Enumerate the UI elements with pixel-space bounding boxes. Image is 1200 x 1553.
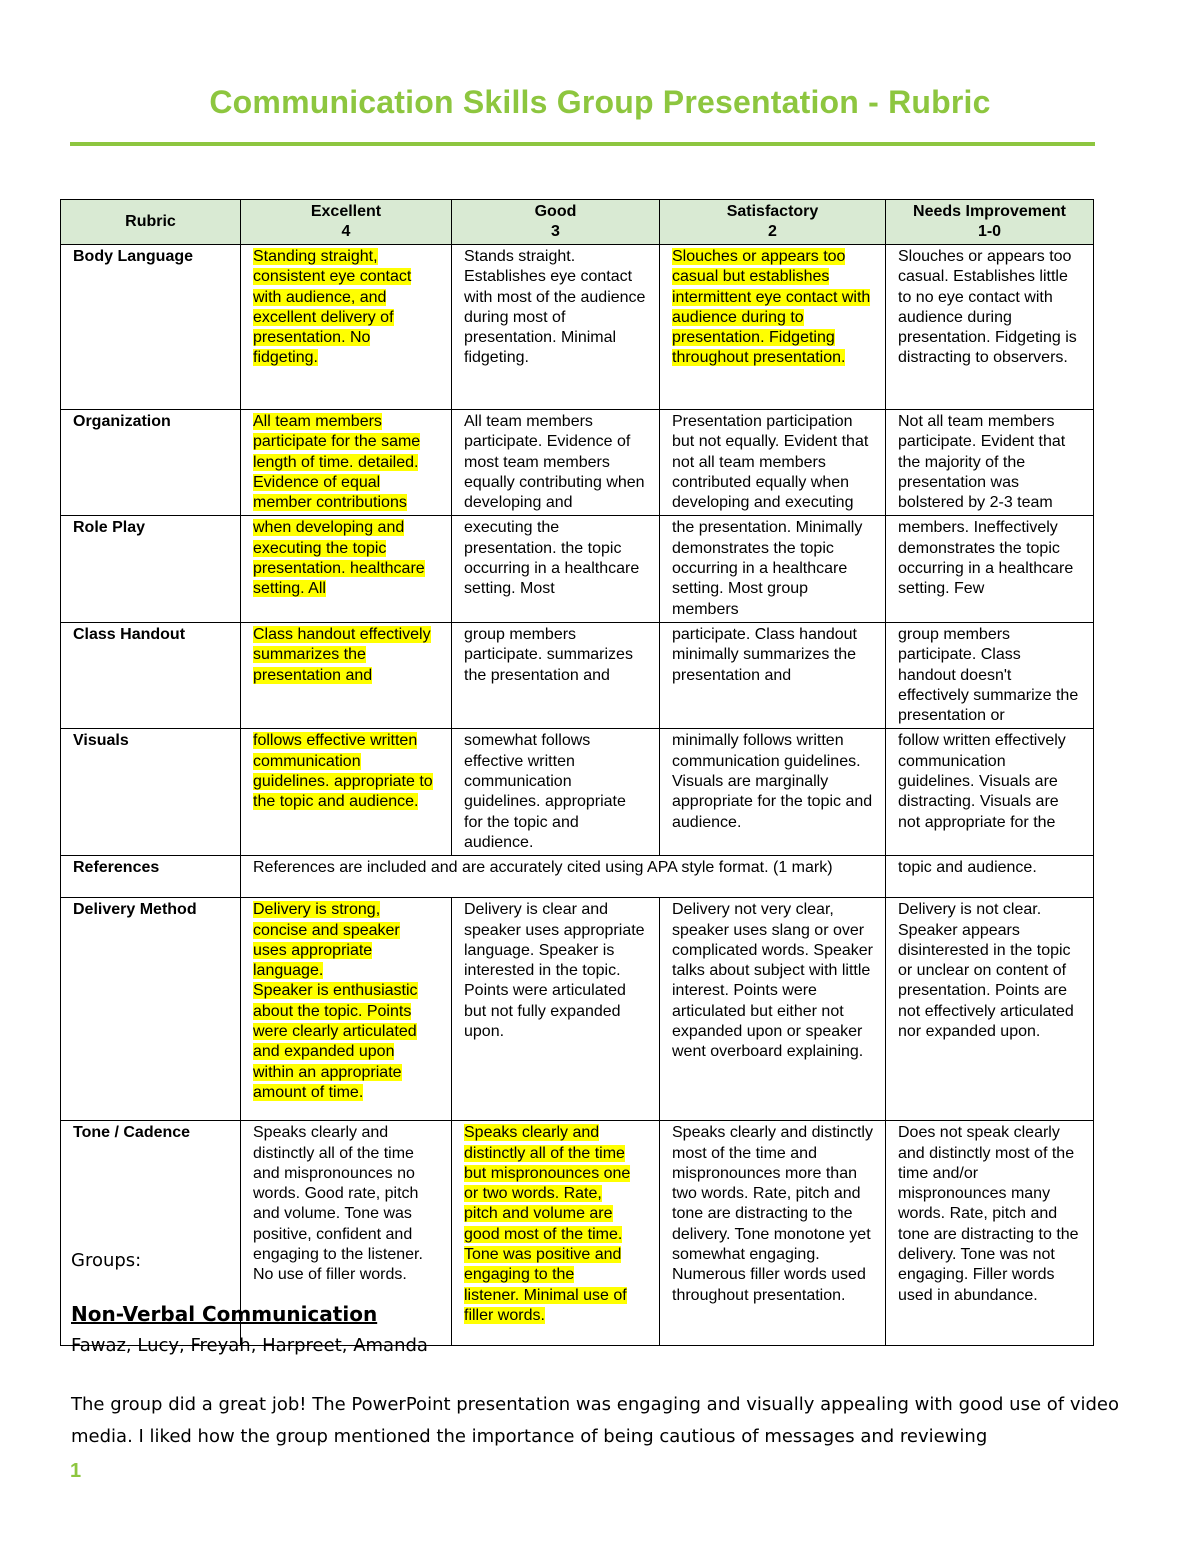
header-satisfactory: Satisfactory 2 [660, 200, 886, 245]
table-row [61, 516, 1094, 622]
page-title: Communication Skills Group Presentation - Rubric [209, 84, 991, 120]
section-title: Non-Verbal Communication [71, 1302, 378, 1326]
cell-excellent: follows effective written communication guidelines. appropriate to the topic and audience. [241, 729, 452, 856]
table-row [61, 729, 1094, 856]
cell-satisfactory: the presentation. Minimally demonstrates the topic occurring in a healthcare setting. Most group members [660, 516, 886, 622]
cell-needs-improvement: Delivery is not clear. Speaker appears disinterested in the topic or unclear on content of presentation. Points are not effectively articulated nor expanded upon. [886, 898, 1094, 1121]
table-row [61, 898, 1094, 1121]
table-row [61, 856, 1094, 898]
cell-needs-improvement: follow written effectively communication guidelines. Visuals are distracting. Visuals are not appropriate for the [886, 729, 1094, 856]
cell-good: Speaks clearly and distinctly all of the time but mispronounces one or two words. Rate, pitch and volume are good most of the time. Tone was positive and engaging to the listener. Minimal use of filler words. [452, 1121, 660, 1346]
cell-references-span: References are included and are accurately cited using APA style format. (1 mark) [241, 856, 886, 898]
header-needs-improvement: Needs Improvement 1-0 [886, 200, 1094, 245]
cell-excellent: Speaks clearly and distinctly all of the time and mispronounces no words. Good rate, pitch and volume. Tone was positive, confident and engaging to the listener. No use of filler words. [241, 1121, 452, 1346]
table-row [61, 410, 1094, 516]
cell-needs-improvement: Does not speak clearly and distinctly most of the time and/or mispronounces many words. Rate, pitch and tone are distracting to the delivery. Tone was not engaging. Filler words used in abundance. [886, 1121, 1094, 1346]
cell-satisfactory: Speaks clearly and distinctly most of the time and mispronounces more than two words. Rate, pitch and tone are distracting to the delivery. Tone monotone yet somewhat engaging. Numerous filler words used throughout presentation. [660, 1121, 886, 1346]
cell-needs-improvement: group members participate. Class handout doesn't effectively summarize the presentation or [886, 622, 1094, 728]
cell-needs-improvement: Slouches or appears too casual. Establishes little to no eye contact with audience during presentation. Fidgeting is distracting to observers. [886, 245, 1094, 410]
cell-needs-improvement: topic and audience. [886, 856, 1094, 898]
cell-good: All team members participate. Evidence of most team members equally contributing when developing and [452, 410, 660, 516]
cell-needs-improvement: members. Ineffectively demonstrates the topic occurring in a healthcare setting. Few [886, 516, 1094, 622]
cell-good: Stands straight. Establishes eye contact with most of the audience during most of presentation. Minimal fidgeting. [452, 245, 660, 410]
cell-excellent: All team members participate for the same length of time. detailed. Evidence of equal member contributions [241, 410, 452, 516]
header-rubric: Rubric [61, 200, 241, 245]
table-row [61, 245, 1094, 410]
title-underline [70, 142, 1095, 146]
cell-good: group members participate. summarizes the presentation and [452, 622, 660, 728]
cell-excellent: Standing straight, consistent eye contact with audience, and excellent delivery of presentation. No fidgeting. [241, 245, 452, 410]
cell-satisfactory: Delivery not very clear, speaker uses slang or over complicated words. Speaker talks about subject with little interest. Points were articulated but either not expanded upon or speaker went overboard explaining. [660, 898, 886, 1121]
criterion-label: References [61, 856, 241, 898]
groups-label: Groups: [71, 1250, 142, 1271]
cell-excellent: Class handout effectively summarizes the presentation and [241, 622, 452, 728]
page-number: 1 [70, 1460, 82, 1482]
cell-satisfactory: minimally follows written communication guidelines. Visuals are marginally appropriate for the topic and audience. [660, 729, 886, 856]
criterion-label: Organization [61, 410, 241, 516]
rubric-table [60, 199, 1094, 1346]
cell-excellent: Delivery is strong, concise and speaker uses appropriate language. Speaker is enthusiastic about the topic. Points were clearly articulated and expanded upon within an appropriate amount of time. [241, 898, 452, 1121]
table-header-row [61, 200, 1094, 245]
criterion-label: Role Play [61, 516, 241, 622]
table-row [61, 622, 1094, 728]
header-excellent: Excellent 4 [241, 200, 452, 245]
cell-satisfactory: participate. Class handout minimally summarizes the presentation and [660, 622, 886, 728]
cell-needs-improvement: Not all team members participate. Evident that the majority of the presentation was bolstered by 2-3 team [886, 410, 1094, 516]
criterion-label: Body Language [61, 245, 241, 410]
cell-satisfactory: Presentation participation but not equally. Evident that not all team members contributed equally when developing and executing [660, 410, 886, 516]
cell-excellent: when developing and executing the topic presentation. healthcare setting. All [241, 516, 452, 622]
group-members: Fawaz, Lucy, Freyah, Harpreet, Amanda [71, 1335, 428, 1356]
criterion-label: Delivery Method [61, 898, 241, 1121]
criterion-label: Visuals [61, 729, 241, 856]
cell-good: Delivery is clear and speaker uses appropriate language. Speaker is interested in the topic. Points were articulated but not fully expanded upon. [452, 898, 660, 1121]
cell-good: somewhat follows effective written communication guidelines. appropriate for the topic and audience. [452, 729, 660, 856]
feedback-paragraph: The group did a great job! The PowerPoint presentation was engaging and visually appealing with good use of video media. I liked how the group mentioned the importance of being cautious of messages and reviewing [71, 1394, 1119, 1447]
cell-satisfactory: Slouches or appears too casual but establishes intermittent eye contact with audience during to presentation. Fidgeting throughout presentation. [660, 245, 886, 410]
criterion-label: Class Handout [61, 622, 241, 728]
criterion-label: Tone / Cadence [61, 1121, 241, 1346]
cell-good: executing the presentation. the topic occurring in a healthcare setting. Most [452, 516, 660, 622]
header-good: Good 3 [452, 200, 660, 245]
